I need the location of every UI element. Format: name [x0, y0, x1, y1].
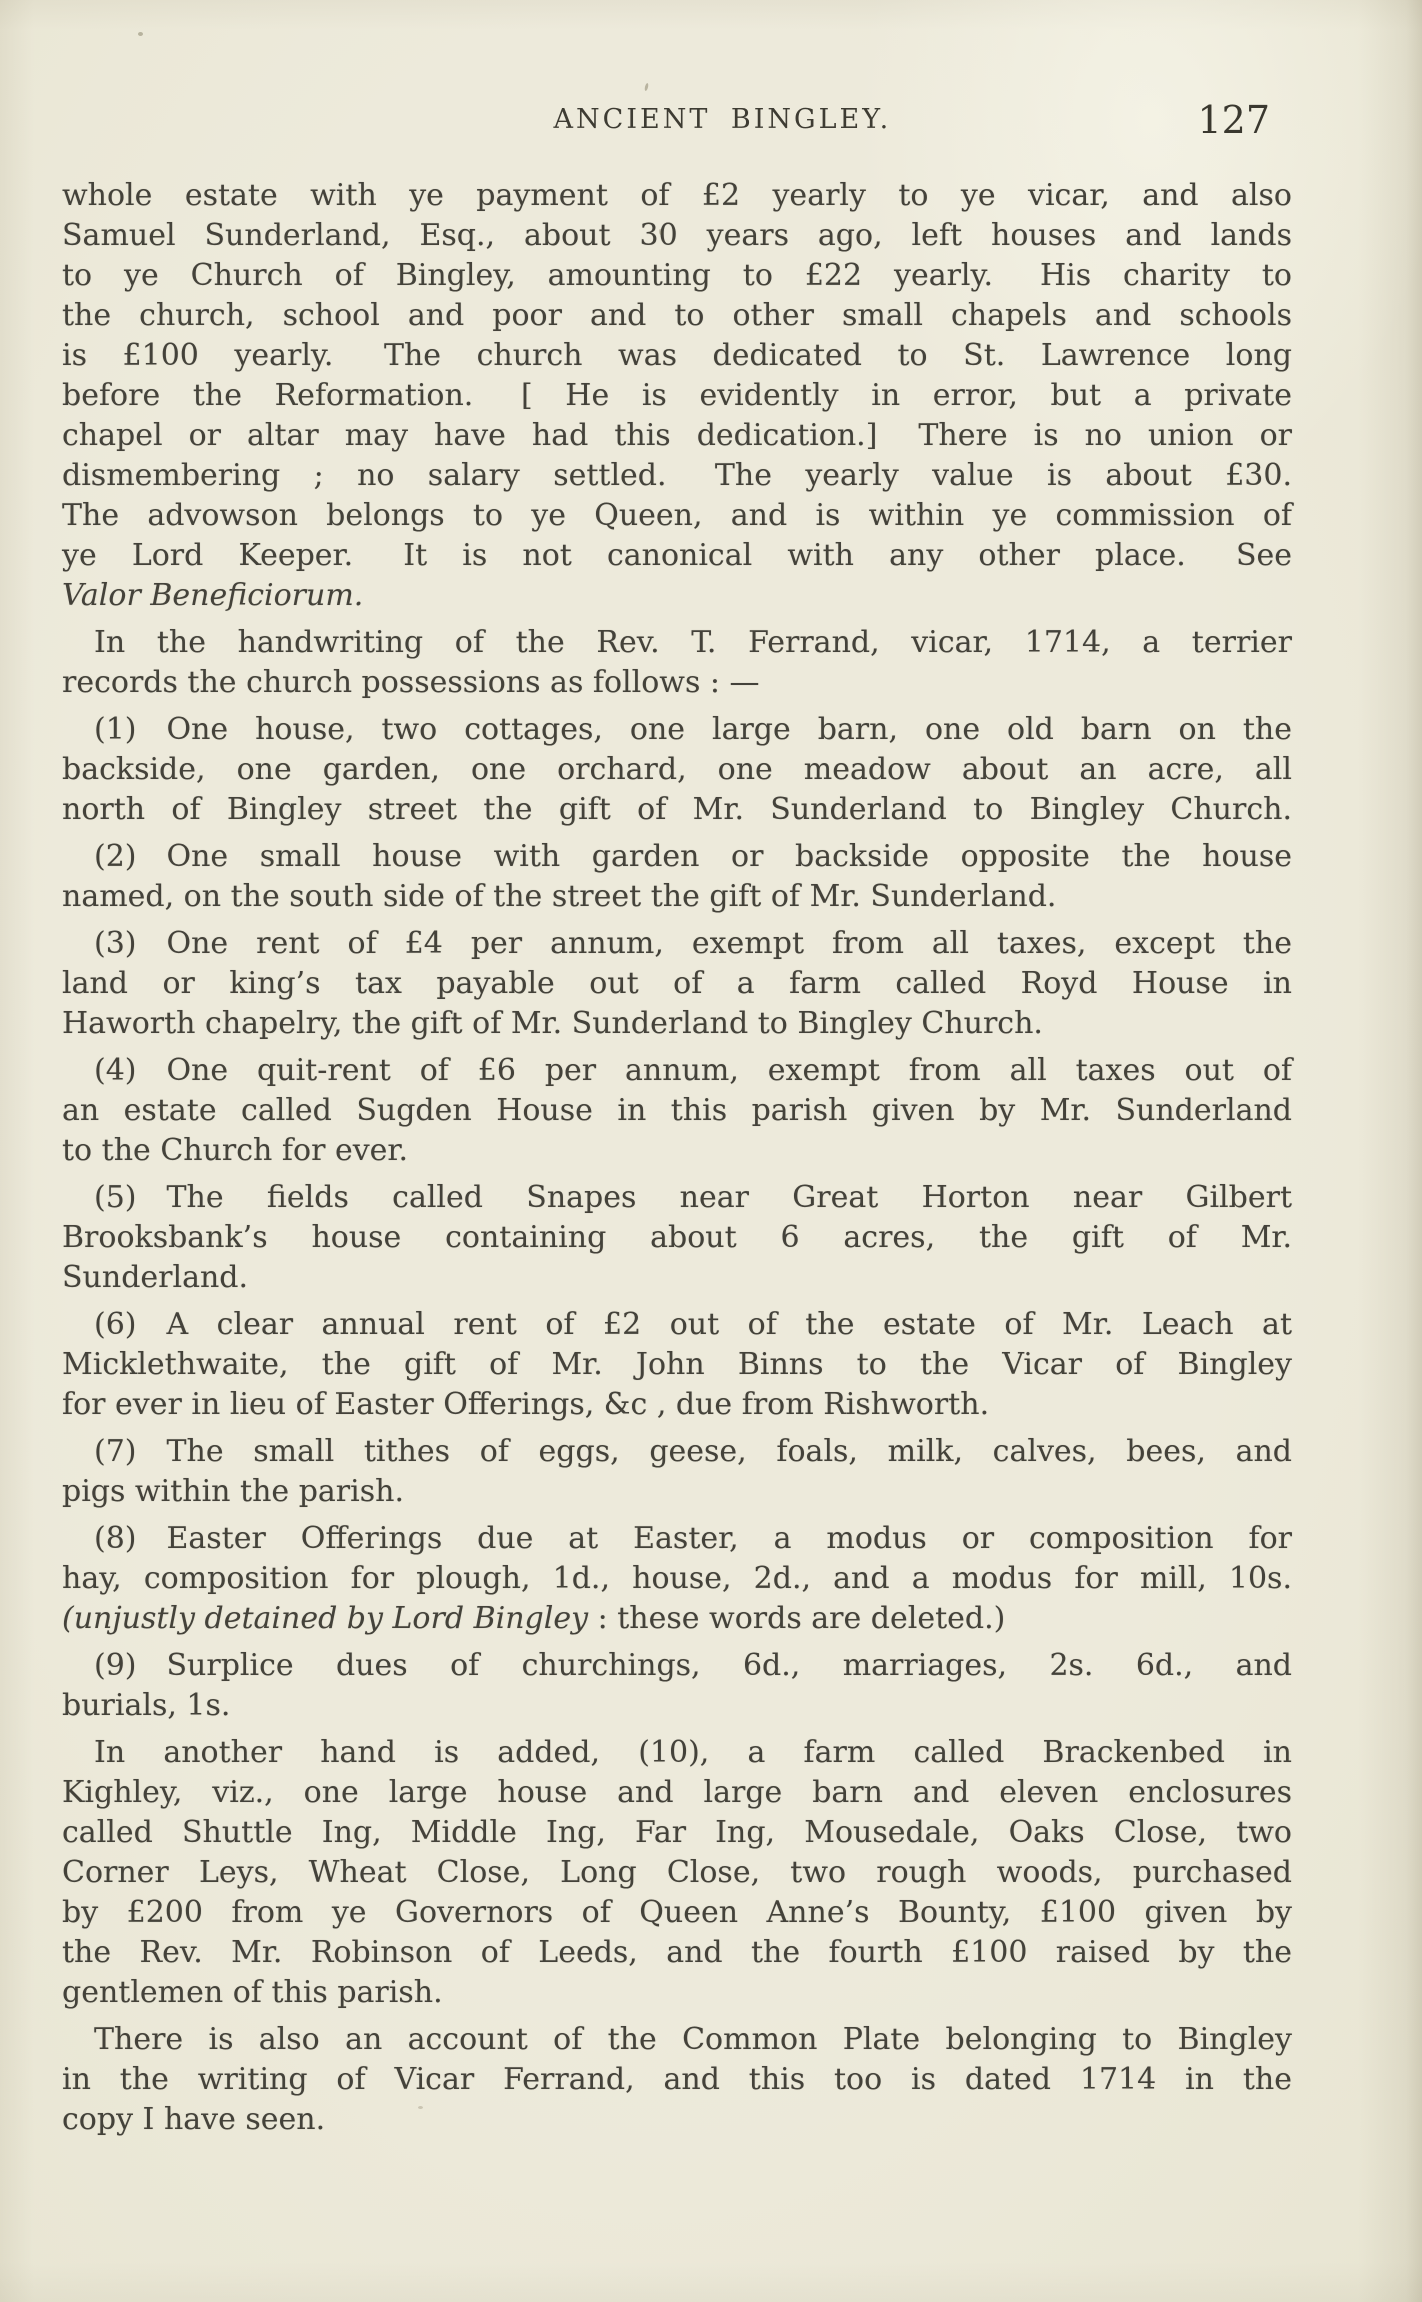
text-line — [62, 1973, 1292, 2013]
text-segment: north of Bingley street the gift of Mr. Sunderland to Bingley Church. — [62, 792, 1292, 827]
text-segment: (7) The small tithes of eggs, geese, foals, milk, calves, bees, and — [94, 1434, 1292, 1469]
text-segment: In another hand is added, (10), a farm called Brackenbed in — [94, 1735, 1292, 1770]
text-segment: Micklethwaite, the gift of Mr. John Binns to the Vicar of Bingley — [62, 1347, 1292, 1382]
text-line — [62, 256, 1292, 296]
text-segment: In the handwriting of the Rev. T. Ferrand, vicar, 1714, a terrier — [94, 625, 1292, 660]
text-segment: is £100 yearly. The church was dedicated to St. Lawrence long — [62, 338, 1292, 373]
paragraph — [62, 924, 1292, 1044]
paragraph — [62, 1733, 1292, 2013]
text-line — [62, 1432, 1292, 1472]
text-line — [62, 496, 1292, 536]
italic-text: (unjustly detained by Lord Bingley — [62, 1601, 589, 1636]
italic-text: Valor Beneficiorum. — [62, 578, 364, 613]
text-segment: Brooksbank’s house containing about 6 acres, the gift of Mr. — [62, 1220, 1292, 1255]
text-line — [62, 1559, 1292, 1599]
text-line — [62, 964, 1292, 1004]
text-segment: (8) Easter Offerings due at Easter, a modus or composition for — [94, 1521, 1292, 1556]
text-line — [62, 336, 1292, 376]
text-segment: (1) One house, two cottages, one large barn, one old barn on the — [94, 712, 1292, 747]
text-line — [62, 790, 1292, 830]
text-segment: gentlemen of this parish. — [62, 1975, 443, 2010]
text-line — [62, 576, 1292, 616]
text-line — [62, 1345, 1292, 1385]
text-segment: (6) A clear annual rent of £2 out of the estate of Mr. Leach at — [94, 1307, 1292, 1342]
text-segment: dismembering ; no salary settled. The yearly value is about £30. — [62, 458, 1292, 493]
page-text — [62, 176, 1292, 2140]
text-segment: (3) One rent of £4 per annum, exempt from all taxes, except the — [94, 926, 1292, 961]
text-segment: Samuel Sunderland, Esq., about 30 years ago, left houses and lands — [62, 218, 1292, 253]
text-line — [62, 1519, 1292, 1559]
text-segment: (4) One quit-rent of £6 per annum, exempt from all taxes out of — [94, 1053, 1292, 1088]
text-segment: copy I have seen. — [62, 2102, 326, 2137]
text-line — [62, 2060, 1292, 2100]
text-line — [62, 216, 1292, 256]
text-line — [62, 1733, 1292, 1773]
paper-speck — [418, 2106, 423, 2109]
paper-speck — [644, 83, 649, 91]
text-line — [62, 1933, 1292, 1973]
text-line — [62, 623, 1292, 663]
text-line — [62, 1773, 1292, 1813]
text-segment: backside, one garden, one orchard, one meadow about an acre, all — [62, 752, 1292, 787]
text-segment: the Rev. Mr. Robinson of Leeds, and the fourth £100 raised by the — [62, 1935, 1292, 1970]
paragraph — [62, 1051, 1292, 1171]
text-line — [62, 710, 1292, 750]
text-line — [62, 663, 1292, 703]
text-line — [62, 2100, 1292, 2140]
text-segment: to the Church for ever. — [62, 1133, 408, 1168]
paragraph — [62, 623, 1292, 703]
paper-speck — [138, 32, 143, 36]
text-segment: chapel or altar may have had this dedication.] There is no union or — [62, 418, 1292, 453]
text-segment: hay, composition for plough, 1d., house, 2d., and a modus for mill, 10s. — [62, 1561, 1292, 1596]
text-segment: Sunderland. — [62, 1260, 249, 1295]
text-segment: by £200 from ye Governors of Queen Anne’s Bounty, £100 given by — [62, 1895, 1292, 1930]
text-segment: ye Lord Keeper. It is not canonical with any other place. See — [62, 538, 1292, 573]
text-line — [62, 1385, 1292, 1425]
text-segment: The advowson belongs to ye Queen, and is within ye commission of — [62, 498, 1292, 533]
paragraph — [62, 1178, 1292, 1298]
text-segment: in the writing of Vicar Ferrand, and this too is dated 1714 in the — [62, 2062, 1292, 2097]
text-segment: : these words are deleted.) — [588, 1601, 1006, 1636]
text-line — [62, 1131, 1292, 1171]
text-segment: Kighley, viz., one large house and large barn and eleven enclosures — [62, 1775, 1292, 1810]
text-line — [62, 1305, 1292, 1345]
text-line — [62, 416, 1292, 456]
text-segment: Corner Leys, Wheat Close, Long Close, two rough woods, purchased — [62, 1855, 1292, 1890]
paragraph — [62, 1646, 1292, 1726]
text-line — [62, 1686, 1292, 1726]
text-line — [62, 1646, 1292, 1686]
text-line — [62, 1004, 1292, 1044]
text-line — [62, 750, 1292, 790]
text-segment: the church, school and poor and to other small chapels and schools — [62, 298, 1292, 333]
text-segment: whole estate with ye payment of £2 yearly to ye vicar, and also — [62, 178, 1292, 213]
text-segment: (9) Surplice dues of churchings, 6d., marriages, 2s. 6d., and — [94, 1648, 1292, 1683]
text-segment: an estate called Sugden House in this parish given by Mr. Sunderland — [62, 1093, 1292, 1128]
paragraph — [62, 837, 1292, 917]
text-line — [62, 1218, 1292, 1258]
text-line — [62, 1258, 1292, 1298]
text-line — [62, 1051, 1292, 1091]
text-line — [62, 456, 1292, 496]
text-line — [62, 837, 1292, 877]
text-line — [62, 1472, 1292, 1512]
text-line — [62, 296, 1292, 336]
text-segment: burials, 1s. — [62, 1688, 231, 1723]
text-line — [62, 1091, 1292, 1131]
text-line — [62, 176, 1292, 216]
text-line — [62, 1893, 1292, 1933]
paragraph — [62, 1519, 1292, 1639]
text-line — [62, 1178, 1292, 1218]
text-segment: records the church possessions as follows : — — [62, 665, 760, 700]
paragraph — [62, 1432, 1292, 1512]
paragraph — [62, 176, 1292, 616]
text-segment: before the Reformation. [ He is evidently in error, but a private — [62, 378, 1292, 413]
text-line — [62, 536, 1292, 576]
text-line — [62, 1599, 1292, 1639]
text-line — [62, 924, 1292, 964]
paragraph — [62, 1305, 1292, 1425]
text-segment: (5) The fields called Snapes near Great Horton near Gilbert — [94, 1180, 1292, 1215]
text-segment: pigs within the parish. — [62, 1474, 404, 1509]
text-line — [62, 1813, 1292, 1853]
text-segment: for ever in lieu of Easter Offerings, &c , due from Rishworth. — [62, 1387, 990, 1422]
text-line — [62, 877, 1292, 917]
paragraph — [62, 2020, 1292, 2140]
text-segment: named, on the south side of the street the gift of Mr. Sunderland. — [62, 879, 1057, 914]
text-segment: Haworth chapelry, the gift of Mr. Sunderland to Bingley Church. — [62, 1006, 1043, 1041]
text-line — [62, 1853, 1292, 1893]
text-segment: There is also an account of the Common Plate belonging to Bingley — [94, 2022, 1292, 2057]
running-title: ANCIENT BINGLEY. — [553, 104, 892, 135]
page-header — [0, 98, 1422, 146]
text-segment: to ye Church of Bingley, amounting to £22 yearly. His charity to — [62, 258, 1292, 293]
page-number: 127 — [1197, 98, 1270, 142]
paragraph — [62, 710, 1292, 830]
text-segment: called Shuttle Ing, Middle Ing, Far Ing, Mousedale, Oaks Close, two — [62, 1815, 1292, 1850]
text-segment: (2) One small house with garden or backside opposite the house — [94, 839, 1292, 874]
text-line — [62, 2020, 1292, 2060]
text-line — [62, 376, 1292, 416]
text-segment: land or king’s tax payable out of a farm called Royd House in — [62, 966, 1292, 1001]
